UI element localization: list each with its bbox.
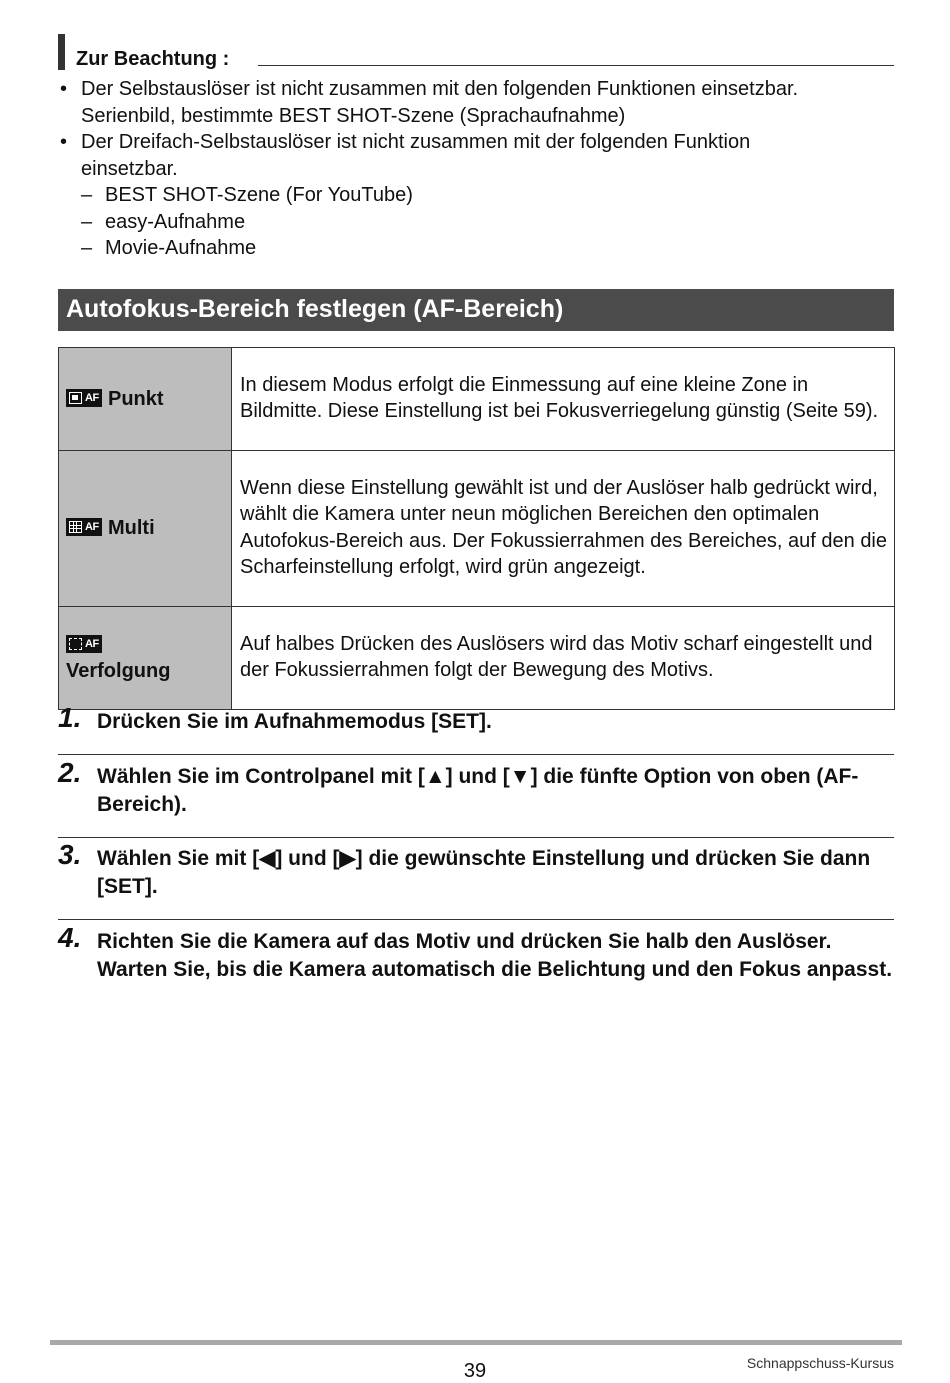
subitem-text: BEST SHOT-Szene (For YouTube) [105, 184, 413, 206]
step-number: 1. [58, 702, 82, 733]
note-header [58, 34, 894, 70]
mode-description: In diesem Modus erfolgt die Einmessung auf eine kleine Zone in Bildmitte. Diese Einstellung ist bei Fokusverriegelung günstig (Seite 59). [232, 348, 895, 451]
dash-marker: – [81, 210, 93, 233]
note-text: Serienbild, bestimmte BEST SHOT-Szene (Sprachaufnahme) [81, 104, 626, 127]
note-subitem [60, 235, 900, 262]
note-bullet [60, 129, 900, 182]
dash-marker: – [81, 237, 93, 259]
note-text: einsetzbar. [81, 157, 178, 180]
mode-name-cell [59, 348, 232, 451]
note-rule [258, 65, 894, 66]
note-text: Der Selbstauslöser ist nicht zusammen mit den folgenden Funktionen einsetzbar. [81, 78, 799, 100]
mode-name: Verfolgung [66, 660, 171, 682]
af-multi-icon: AF [66, 518, 102, 536]
note-title: Zur Beachtung : [76, 48, 230, 70]
step-number: 3. [58, 839, 82, 870]
bullet-dot: • [60, 131, 68, 153]
step-text: Drücken Sie im Aufnahmemodus [SET]. [97, 710, 492, 733]
table-row [59, 348, 895, 451]
footer-rule [50, 1340, 902, 1345]
page-number: 39 [463, 1360, 487, 1382]
af-tracking-icon: AF [66, 635, 102, 653]
note-list [60, 76, 900, 262]
mode-name-cell [59, 607, 232, 710]
note-marker-bar [58, 34, 65, 70]
step-number: 2. [58, 757, 82, 788]
step-divider [58, 837, 894, 838]
subitem-text: Movie-Aufnahme [105, 237, 257, 259]
table-row [59, 451, 895, 607]
table-row [59, 607, 895, 710]
step-divider [58, 754, 894, 755]
bullet-dot: • [60, 78, 68, 100]
note-subitem [60, 209, 900, 236]
step-divider [58, 919, 894, 920]
step-text: Wählen Sie mit [◀] und [▶] die gewünschte Einstellung und drücken Sie dann [SET]. [97, 847, 871, 898]
note-text: Der Dreifach-Selbstauslöser ist nicht zusammen mit der folgenden Funktion [81, 131, 751, 153]
section-heading: Autofokus-Bereich festlegen (AF-Bereich) [58, 289, 894, 331]
note-bullet [60, 76, 900, 129]
mode-description: Auf halbes Drücken des Auslösers wird das Motiv scharf eingestellt und der Fokussierrahmen folgt der Bewegung des Motivs. [232, 607, 895, 710]
chapter-label: Schnappschuss-Kursus [746, 1355, 894, 1371]
mode-name: Punkt [108, 387, 164, 410]
mode-description: Wenn diese Einstellung gewählt ist und der Auslöser halb gedrückt wird, wählt die Kamera unter neun möglichen Bereichen den optimalen Autofokus-Bereich aus. Der Fokussierrahmen des Bereiches, auf den die Scharfeinstellung erfolgt, wird grün angezeigt. [232, 451, 895, 607]
note-subitem [60, 182, 900, 209]
af-mode-table [58, 347, 895, 710]
subitem-text: easy-Aufnahme [105, 210, 246, 233]
step-number: 4. [58, 922, 82, 953]
mode-name: Multi [108, 517, 155, 540]
af-spot-icon: AF [66, 389, 102, 407]
dash-marker: – [81, 184, 93, 206]
step-text: Richten Sie die Kamera auf das Motiv und drücken Sie halb den Auslöser. Warten Sie, bis die Kamera automatisch die Belichtung und den Fokus anpasst. [97, 930, 893, 981]
step-text: Wählen Sie im Controlpanel mit [▲] und [▼] die fünfte Option von oben (AF-Bereich). [97, 765, 859, 816]
mode-name-cell [59, 451, 232, 607]
